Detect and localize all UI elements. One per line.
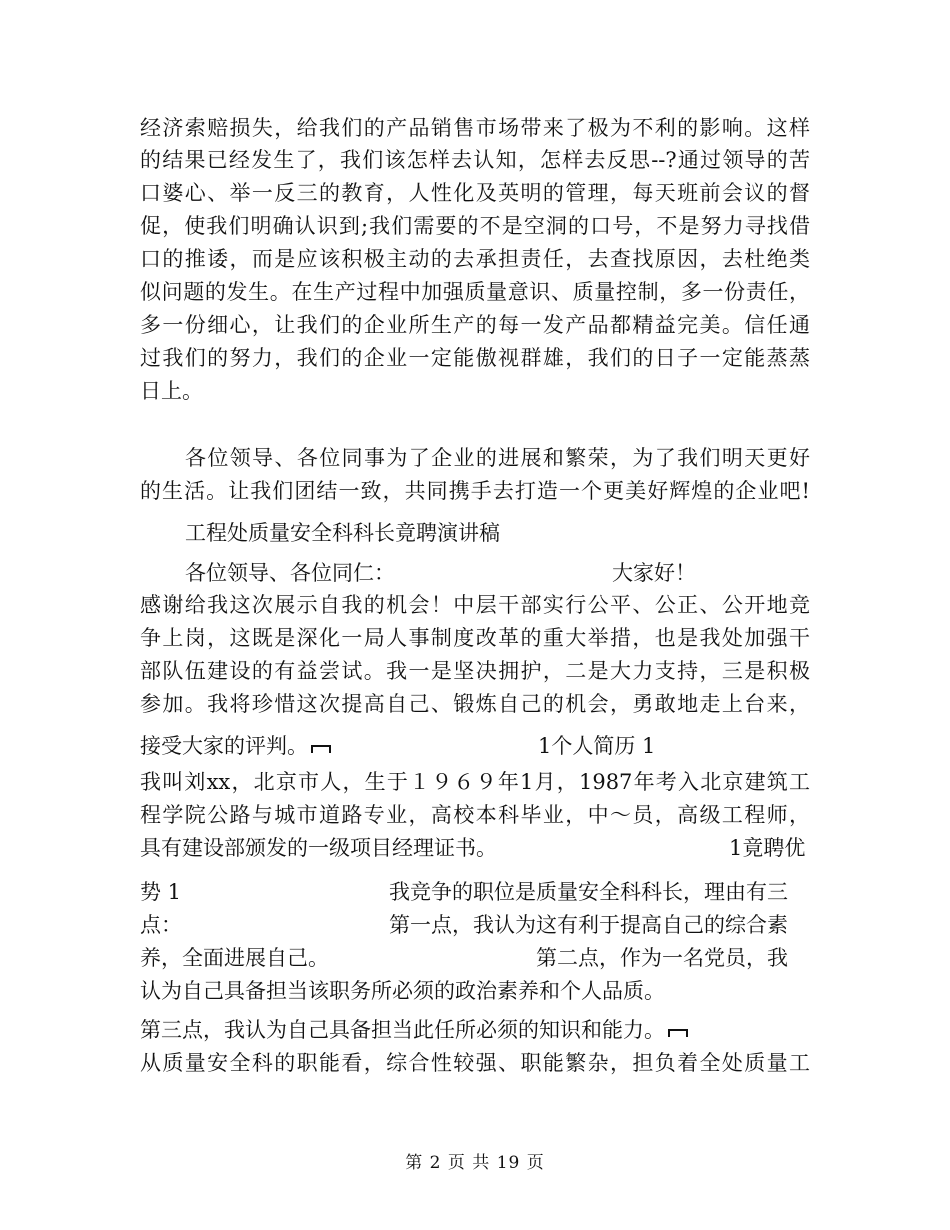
text-seg [140, 731, 332, 761]
text-line: 从质量安全科的职能看，综合性较强、职能繁杂，担负着全处质量工 [140, 1051, 810, 1075]
text-seg: 具有建设部颁发的一级项目经理证书。 [140, 836, 497, 860]
text-line: 认为自己具备担当该职务所必须的政治素养和个人品质。 [140, 979, 665, 1003]
text-line: 的生活。让我们团结一致，共同携手去打造一个更美好辉煌的企业吧! [140, 479, 810, 503]
bracket-mark-icon [310, 744, 332, 754]
text-seg-inner: 接受大家的评判。 [140, 734, 308, 758]
text-seg [140, 1015, 689, 1045]
bracket-mark-icon [667, 1028, 689, 1038]
text-line: 感谢给我这次展示自我的机会！中层干部实行公平、公正、公开地竞 [140, 593, 810, 617]
text-line: 多一份细心，让我们的企业所生产的每一发产品都精益完美。信任通 [140, 313, 810, 337]
text-line: 程学院公路与城市道路专业，高校本科毕业，中～员，高级工程师， [140, 803, 810, 827]
text-line: 过我们的努力，我们的企业一定能傲视群雄，我们的日子一定能蒸蒸 [140, 346, 810, 370]
text-line: 各位领导、各位同事为了企业的进展和繁荣，为了我们明天更好 [185, 446, 810, 470]
text-line: 部队伍建设的有益尝试。我一是坚决拥护，二是大力支持，三是积极 [140, 659, 810, 683]
text-line: 我叫刘xx，北京市人，生于１９６９年1月，1987年考入北京建筑工 [140, 770, 810, 794]
text-line: 似问题的发生。在生产过程中加强质量意识、质量控制，多一份责任， [140, 280, 810, 304]
text-line: 参加。我将珍惜这次提高自己、锻炼自己的机会，勇敢地走上台来， [140, 692, 810, 716]
page-footer: 第 2 页 共 19 页 [405, 1153, 545, 1173]
text-line: 经济索赔损失，给我们的产品销售市场带来了极为不利的影响。这样 [140, 116, 810, 140]
text-line: 争上岗，这既是深化一局人事制度改革的重大举措，也是我处加强干 [140, 626, 810, 650]
text-seg: 我竞争的职位是质量安全科科长，理由有三 [389, 880, 788, 904]
text-line: 的结果已经发生了，我们该怎样去认知，怎样去反思--?通过领导的苦 [140, 148, 810, 172]
text-line: 口的推诿，而是应该积极主动的去承担责任，去查找原因，去杜绝类 [140, 247, 810, 271]
resume-heading: 1个人简历 1 [538, 734, 656, 758]
advantage-heading: 1竟聘优 [729, 836, 806, 860]
text-seg: 第一点，我认为这有利于提高自己的综合素 [389, 913, 788, 937]
text-seg: 养，全面进展自己。 [140, 946, 329, 970]
text-seg: 势 1 [140, 880, 182, 904]
section-title: 工程处质量安全科科长竟聘演讲稿 [185, 521, 500, 545]
text-seg: 点： [140, 913, 182, 937]
text-line: 日上。 [140, 379, 203, 403]
greeting-right: 大家好！ [612, 561, 696, 585]
text-seg: 第二点，作为一名党员，我 [536, 946, 788, 970]
greeting-left: 各位领导、各位同仁： [185, 561, 395, 585]
text-seg-inner: 第三点，我认为自己具备担当此任所必须的知识和能力。 [140, 1018, 665, 1042]
text-line: 促，使我们明确认识到;我们需要的不是空洞的口号，不是努力寻找借 [140, 214, 810, 238]
text-line: 口婆心、举一反三的教育，人性化及英明的管理，每天班前会议的督 [140, 181, 810, 205]
